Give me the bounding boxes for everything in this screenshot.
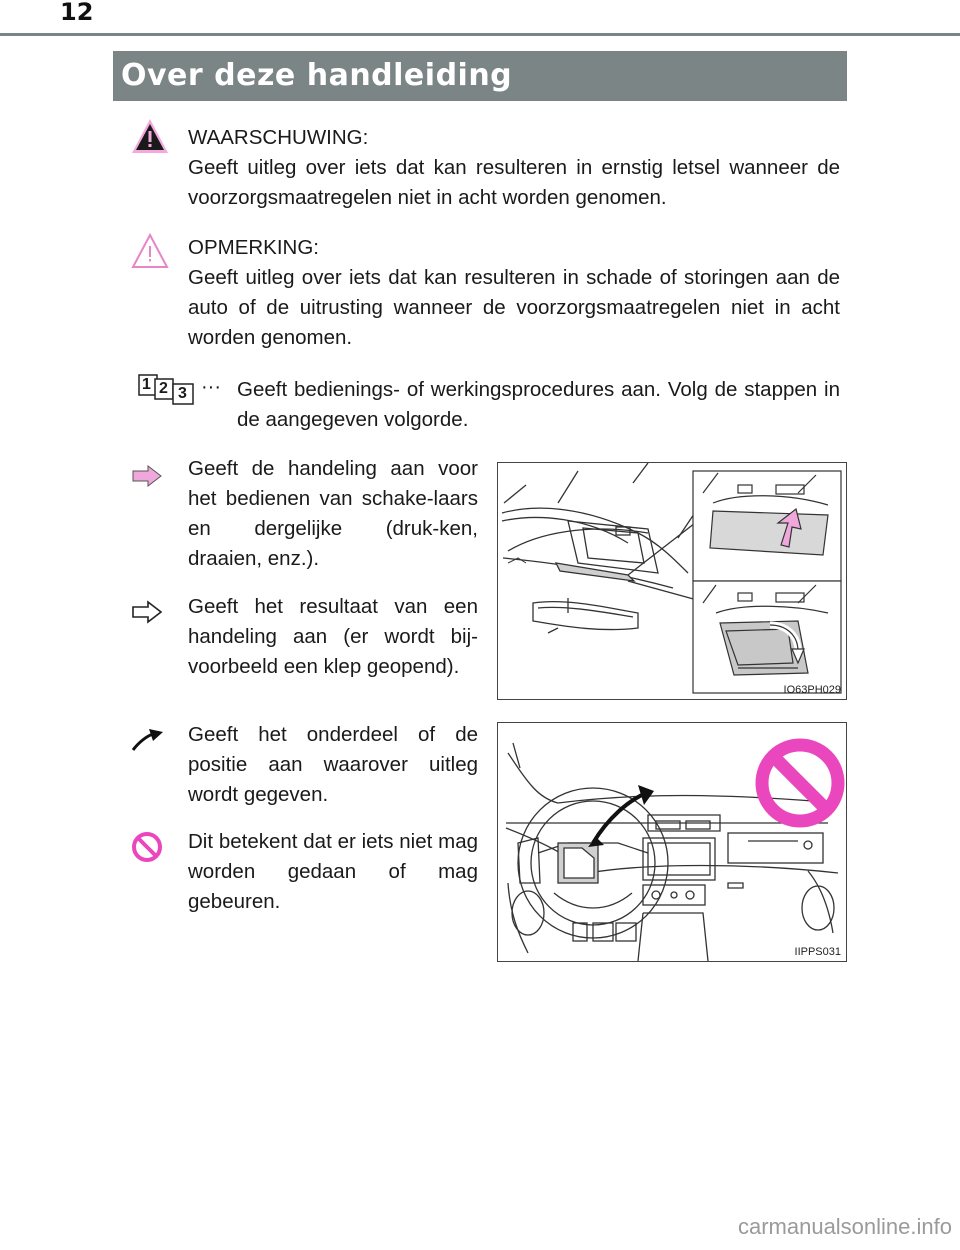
step-number-3: 3 — [178, 385, 187, 402]
location-arrow-text: Geeft het onderdeel of de positie aan waarover uitleg wordt gegeven. — [188, 723, 478, 806]
dashboard-illustration — [497, 722, 847, 962]
pink-arrow-icon — [131, 464, 163, 488]
step-number-1: 1 — [142, 376, 151, 393]
console-illustration — [497, 462, 847, 700]
warning-title: WAARSCHUWING: — [188, 126, 369, 149]
notice-text: Geeft uitleg over iets dat kan resulteren in schade of storingen aan de auto of de uitrusting wanneer de voorzorgsmaatregelen niet in acht worden genomen. — [188, 266, 840, 349]
prohibited-circle-icon — [131, 831, 163, 863]
warning-filled-triangle-icon — [130, 117, 170, 155]
numbered-steps-icon — [138, 374, 198, 406]
steps-ellipsis: ··· — [201, 376, 221, 398]
watermark: carmanualsonline.info — [737, 1214, 952, 1239]
notice-title: OPMERKING: — [188, 236, 319, 259]
warning-outline-triangle-icon — [130, 232, 170, 270]
console-figure-code: IO63PH029 — [783, 684, 841, 696]
step-number-2: 2 — [159, 380, 168, 397]
dashboard-figure-code: IIPPS031 — [794, 946, 841, 958]
action-arrow-text: Geeft de handeling aan voor het bedienen van schake-laars en dergelijke (druk-ken, draaien, enz.). — [188, 457, 478, 570]
warning-block — [188, 123, 840, 213]
steps-text: Geeft bedienings- of werkingsprocedures aan. Volg de stappen in de aangegeven volgorde. — [237, 378, 840, 431]
section-title: Over deze handleiding — [113, 51, 847, 101]
prohibited-text: Dit betekent dat er iets niet mag worden gedaan of mag gebeuren. — [188, 830, 478, 913]
result-arrow-text: Geeft het resultaat van een handeling aan (er wordt bij-voorbeeld een klep geopend). — [188, 595, 478, 678]
header-rule — [0, 33, 960, 36]
notice-block — [188, 233, 840, 353]
page-number: 12 — [60, 0, 94, 26]
outline-arrow-icon — [131, 600, 163, 624]
curved-pointer-arrow-icon — [131, 728, 165, 752]
warning-text: Geeft uitleg over iets dat kan resulteren in ernstig letsel wanneer de voorzorgsmaatregelen niet in acht worden genomen. — [188, 156, 840, 209]
